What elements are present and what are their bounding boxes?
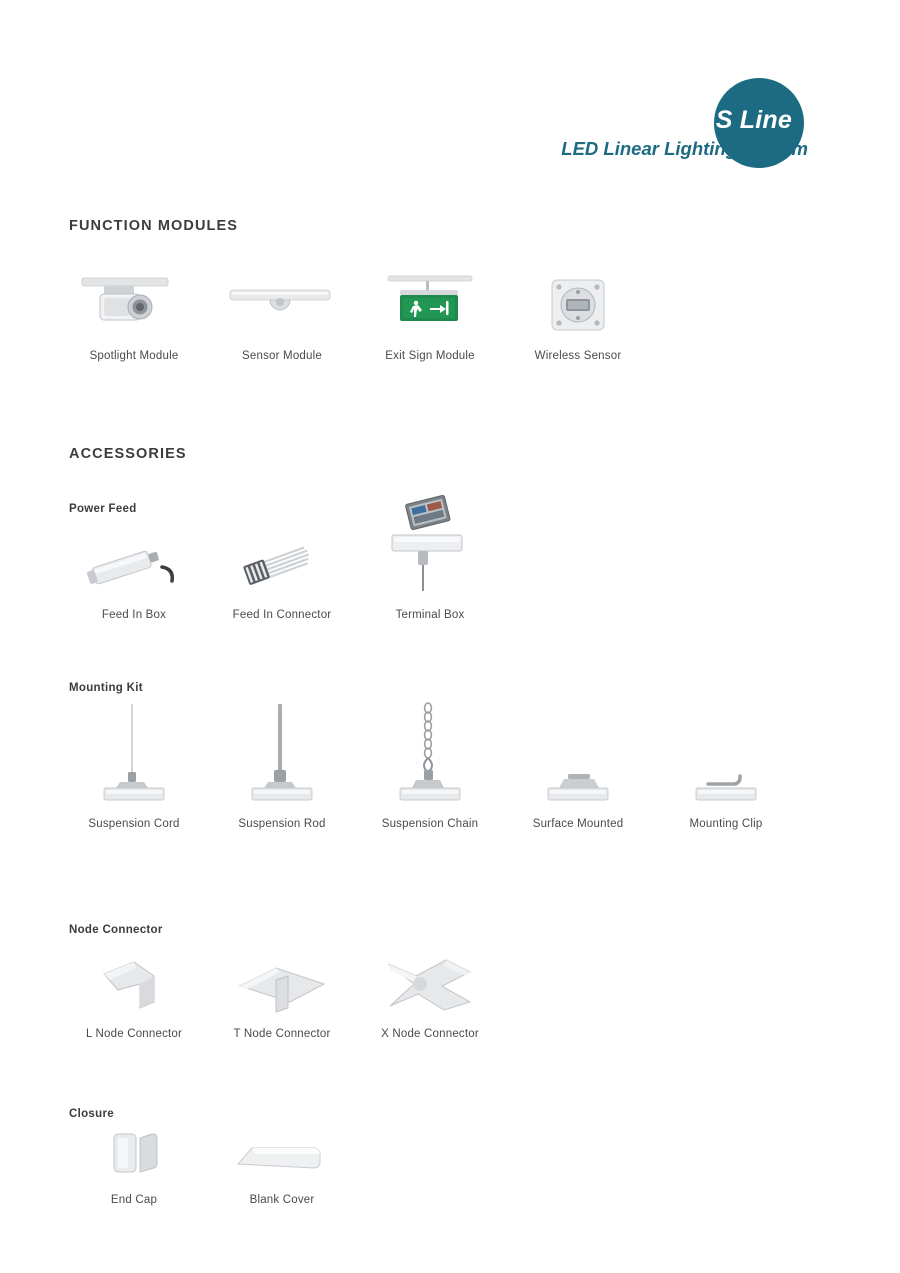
- brand-logo: [468, 78, 848, 170]
- item-caption: Suspension Chain: [381, 818, 479, 830]
- section-title-function-modules: FUNCTION MODULES: [69, 218, 239, 234]
- item-caption: L Node Connector: [85, 1028, 183, 1040]
- item-sensor-module[interactable]: [208, 268, 356, 362]
- t-node-connector-icon: [222, 950, 342, 1018]
- mounting-kit-row: [60, 700, 800, 830]
- item-t-node-connector[interactable]: [208, 950, 356, 1040]
- item-x-node-connector[interactable]: [356, 950, 504, 1040]
- suspension-rod-icon: [222, 700, 342, 808]
- item-wireless-sensor[interactable]: [504, 268, 652, 362]
- item-caption: Wireless Sensor: [534, 350, 622, 362]
- item-blank-cover[interactable]: [208, 1128, 356, 1206]
- item-caption: Blank Cover: [249, 1194, 315, 1206]
- group-title-mounting-kit: Mounting Kit: [69, 682, 143, 694]
- node-connector-row: [60, 950, 504, 1040]
- feed-in-box-icon: [74, 527, 194, 599]
- item-caption: Spotlight Module: [89, 350, 179, 362]
- item-l-node-connector[interactable]: [60, 950, 208, 1040]
- item-terminal-box[interactable]: [356, 495, 504, 621]
- item-mounting-clip[interactable]: [652, 700, 800, 830]
- item-surface-mounted[interactable]: [504, 700, 652, 830]
- wireless-sensor-icon: [518, 268, 638, 340]
- item-feed-in-box[interactable]: [60, 495, 208, 621]
- suspension-cord-icon: [74, 700, 194, 808]
- blank-cover-icon: [222, 1128, 342, 1184]
- item-caption: Feed In Connector: [232, 609, 332, 621]
- end-cap-icon: [74, 1128, 194, 1184]
- power-feed-row: [60, 495, 504, 621]
- feed-in-connector-icon: [222, 527, 342, 599]
- l-node-connector-icon: [74, 950, 194, 1018]
- group-title-power-feed: Power Feed: [69, 503, 137, 515]
- surface-mounted-icon: [518, 700, 638, 808]
- item-feed-in-connector[interactable]: [208, 495, 356, 621]
- function-modules-row: [60, 268, 652, 362]
- brand-tagline: LED Linear Lighting System: [561, 138, 808, 159]
- item-suspension-cord[interactable]: [60, 700, 208, 830]
- exit-sign-module-icon: [370, 268, 490, 340]
- spotlight-module-icon: [74, 268, 194, 340]
- item-caption: T Node Connector: [233, 1028, 331, 1040]
- item-caption: End Cap: [110, 1194, 158, 1206]
- brand-name: S Line: [715, 106, 792, 134]
- item-caption: Exit Sign Module: [385, 350, 475, 362]
- item-end-cap[interactable]: [60, 1128, 208, 1206]
- item-caption: Sensor Module: [242, 350, 322, 362]
- section-title-accessories: ACCESSORIES: [69, 446, 187, 462]
- terminal-box-icon: [370, 495, 490, 599]
- item-caption: Feed In Box: [101, 609, 167, 621]
- item-suspension-rod[interactable]: [208, 700, 356, 830]
- suspension-chain-icon: [370, 700, 490, 808]
- sensor-module-icon: [222, 268, 342, 340]
- item-caption: Suspension Rod: [238, 818, 326, 830]
- item-caption: Terminal Box: [395, 609, 465, 621]
- mounting-clip-icon: [666, 700, 786, 808]
- item-caption: Suspension Cord: [88, 818, 180, 830]
- group-title-closure: Closure: [69, 1108, 114, 1120]
- item-exit-sign-module[interactable]: [356, 268, 504, 362]
- item-suspension-chain[interactable]: [356, 700, 504, 830]
- item-caption: Surface Mounted: [532, 818, 624, 830]
- closure-row: [60, 1128, 356, 1206]
- group-title-node-connector: Node Connector: [69, 924, 163, 936]
- item-caption: Mounting Clip: [689, 818, 763, 830]
- x-node-connector-icon: [370, 950, 490, 1018]
- item-caption: X Node Connector: [381, 1028, 479, 1040]
- item-spotlight-module[interactable]: [60, 268, 208, 362]
